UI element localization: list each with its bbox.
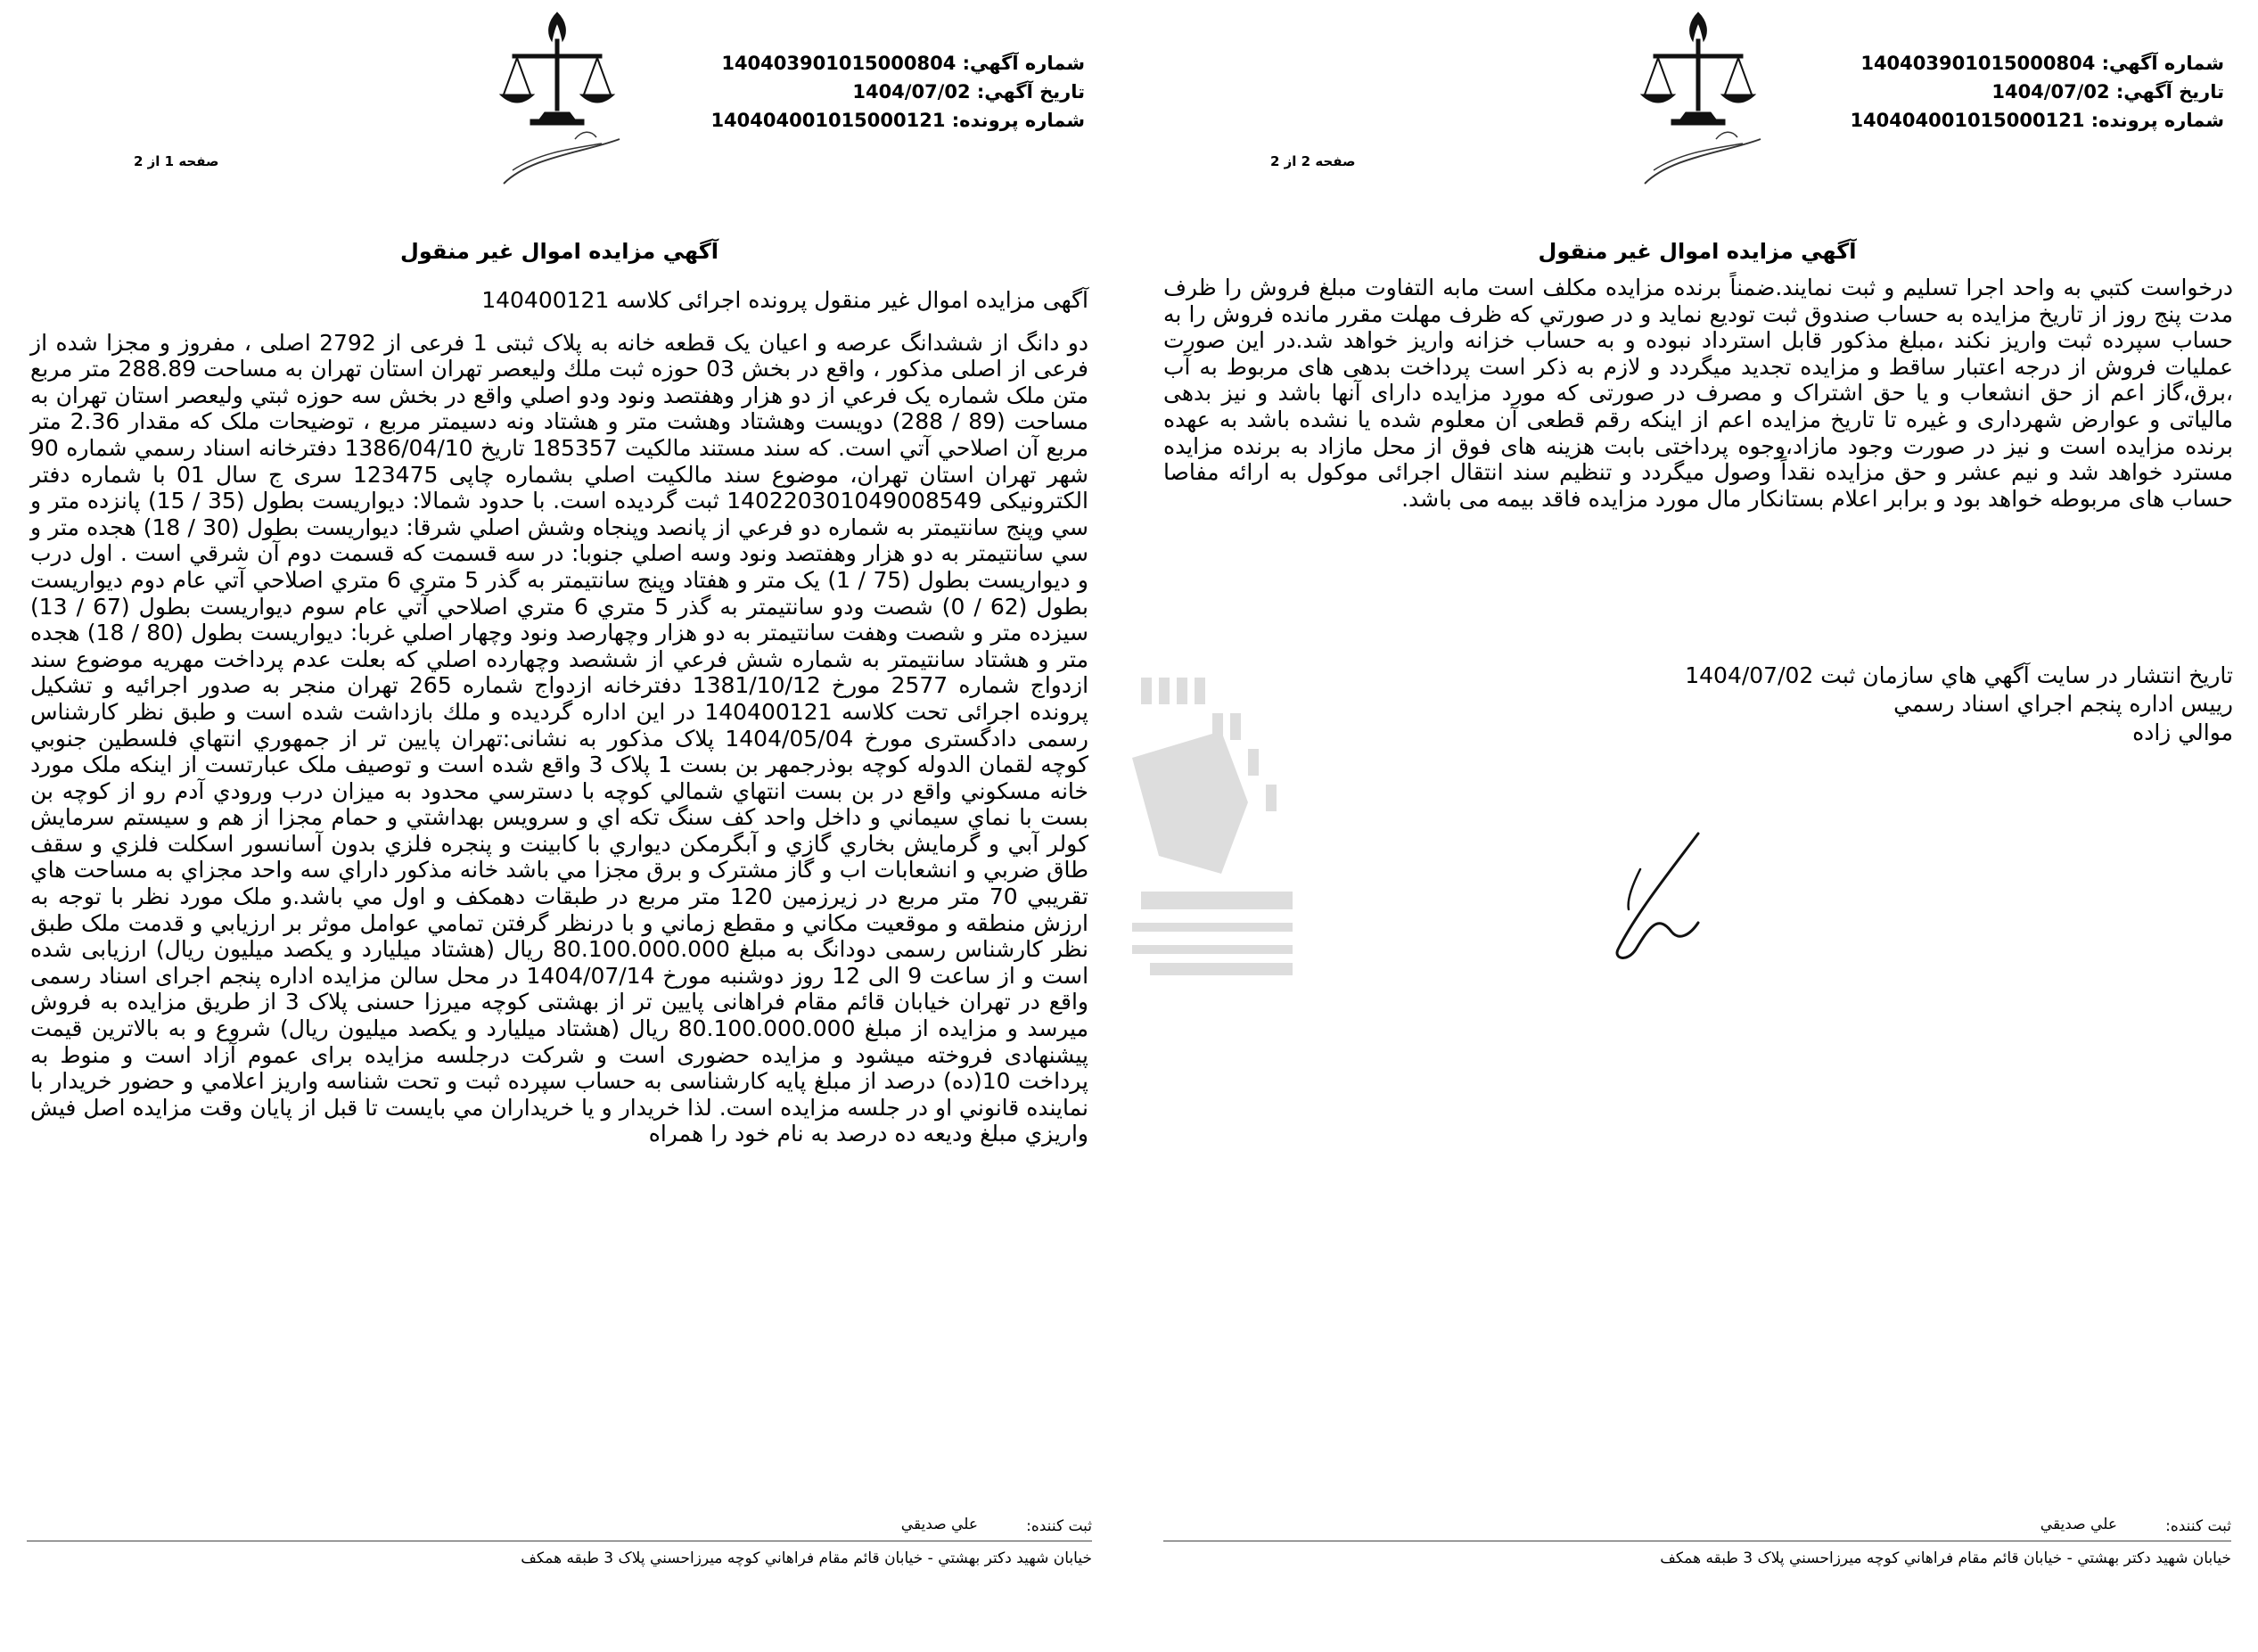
page-header (1137, 0, 2258, 196)
notice-number: 140403901015000804 (721, 53, 957, 74)
case-number: 140404001015000121 (710, 110, 946, 131)
case-number-label: شماره پرونده: (2090, 110, 2224, 131)
judiciary-emblem-icon (477, 5, 637, 193)
office-address: خيابان شهيد دكتر بهشتي - خيابان قائم مقام فراهاني کوچه ميرزاحسني پلاک 3 طبقه همکف (521, 1549, 1092, 1567)
notice-page-1 (0, 0, 1119, 1652)
page-indicator: صفحه 2 از 2 (1270, 153, 1356, 169)
notice-page-2 (1137, 0, 2258, 1652)
notice-title: آگهي مزايده اموال غير منقول (400, 239, 718, 264)
judiciary-emblem-icon (1618, 5, 1778, 193)
case-number: 140404001015000121 (1850, 110, 2085, 131)
registrar-name: علي صديقي (900, 1516, 978, 1533)
notice-meta (1850, 49, 2224, 135)
notice-body-paragraph: دو دانگ از ششدانگ عرصه و اعیان یک قطعه خانه به پلاک ثبتی 1 فرعی از 2792 اصلی ، مفروز و مجزا شده از فرعی از اصلی مذکور ، واقع در بخش 03 حوزه ثبت ملك وليعصر تهران استان تهران به مساحت 288.89 متر مربع متن ملک شماره یک فرعي از دو هزار وهفتصد ونود ودو اصلي واقع در بخش سه حوزه ثبتي وليعصر استان تهران به مساحت (89 / 288) دويست وهشتاد وهشت متر و هشتاد ونه دسيمتر مربع ، توضیحات ملک که مقدار 2.36 متر مربع آن اصلاحي آتي است. که سند مستند مالکیت 185357 تاریخ 1386/04/10 دفترخانه اسناد رسمي شماره 90 شهر تهران استان تهران، موضوع سند مالکیت اصلي بشماره چاپی 123475 سری ج سال 01 با شماره دفتر الکترونیکی 140220301049008549 ثبت گرديده است. با حدود شمالا: ديواريست بطول (35 / 15) پانزده متر و سي وپنج سانتيمتر به شماره دو فرعي از پانصد وپنجاه وشش اصلي شرقا: ديواريست بطول (30 / 18) هجده متر و سي سانتيمتر به دو هزار وهفتصد ونود وسه اصلي جنوبا: در سه قسمت كه قسمت دوم آن شرقي است . اول درب و ديواريست بطول (75 / 1) يک متر و هفتاد وپنج سانتيمتر به گذر 5 متري 6 متري اصلاحي آتي عام دوم ديواريست بطول (62 / 0) شصت ودو سانتيمتر به گذر 5 متري 6 متري اصلاحي آتي عام سوم ديواريست بطول (67 / 13) سيزده متر و شصت وهفت سانتيمتر به دو هزار وچهارصد ونود وچهار اصلي غربا: ديواريست بطول (80 / 18) هجده متر و هشتاد سانتيمتر به شماره شش فرعي از ششصد وچهارده اصلي كه بعلت عدم پرداخت مهريه موضوع سند ازدواج شماره 2577 مورخ 1381/10/12 دفترخانه ازدواج شماره 265 تهران منجر به صدور اجرائيه و تشکیل پرونده اجرائی تحت كلاسه 140400121 در این اداره گرديده و ملك بازداشت شده است و طبق نظر كارشناس رسمی دادگستری مورخ 1404/05/04 پلاک مذکور به نشانی:تهران پايين تر از جمهوري انتهاي فلسطين جنوبي كوچه لقمان الدوله كوچه بوذرجمهر بن بست 1 پلاک 3 واقع شده است و توصيف ملک عبارتست از اينكه ملک مورد خانه مسكوني واقع در بن بست انتهاي شمالي كوچه با دسترسي محدود به ميزان درب ورودي آدم رو از كوچه بن بست با نماي سيماني و داخل واحد كف سنگ تكه اي و سرويس بهداشتي و حمام مجزا از هم و سيستم سرمايش كولر آبي و گرمايش بخاري گازي و آبگرمكن ديواري با كابينت و پنجره فلزي بدون آسانسور اسكلت فلزي و سقف طاق ضربي و انشعابات اب و گاز مشترک و برق مجزا مي باشد خانه مذكور داراي سه واحد مجزاي به مساحت هاي تقريبي 70 متر مربع در زيرزمين 120 متر مربع در طبقات دهمكف و اول مي باشد.و ملک مورد نظر با توجه به ارزش منطقه و موقعیت مكاني و مقطع زماني و با درنظر گرفتن تمامي عوامل موثر بر ارزيابي و قدمت ملک طبق نظر کارشناس رسمی دودانگ به مبلغ 80.100.000.000 ریال (هشتاد میلیارد و یکصد میلیون ریال) ارزیابی شده است و از ساعت 9 الی 12 روز دوشنبه مورخ 1404/07/14 در محل سالن مزایده اداره پنجم اجرای اسناد رسمی واقع در تهران خيابان قائم مقام فراهانی پایین تر از بهشتی کوچه میرزا حسنی پلاک 3 از طریق مزایده به فروش میرسد و مزایده از مبلغ 80.100.000.000 ریال (هشتاد میلیارد و یکصد میلیون ریال) شروع و به بالاترین قیمت پیشنهادی فروخته میشود و مزایده حضوری است و شرکت درجلسه مزایده برای عموم آزاد است و منوط به پرداخت 10(ده) درصد از مبلغ پایه کارشناسی به حساب سپرده ثبت و تحت شناسه واريز اعلامي و حضور خريدار با نماينده قانوني او در جلسه مزايده است. لذا خريدار و يا خريداران مي بايست تا قبل از پايان وقت مزايده اصل فيش واريزي مبلغ وديعه ده درصد به نام خود را همراه (30, 329, 1089, 1147)
notice-title: آگهي مزايده اموال غير منقول (1538, 239, 1857, 264)
signoff-block (1685, 662, 2233, 747)
notice-number-label: شماره آگهي: (2101, 53, 2224, 74)
page-header (0, 0, 1119, 196)
registrar-label: ثبت كننده: (2165, 1517, 2231, 1535)
notice-date: 1404/07/02 (1991, 81, 2110, 103)
notice-number-label: شماره آگهي: (962, 53, 1085, 74)
notice-subtitle: آگهی مزایده اموال غیر منقول پرونده اجرائی کلاسه 140400121 (481, 287, 1088, 313)
registrar-label: ثبت كننده: (1026, 1517, 1092, 1535)
notice-meta (710, 49, 1085, 135)
page-indicator: صفحه 1 از 2 (134, 153, 219, 169)
registrar-name: علي صديقي (2040, 1516, 2117, 1533)
notice-number: 140403901015000804 (1860, 53, 2096, 74)
case-number-label: شماره پرونده: (951, 110, 1085, 131)
publish-date-line: تاريخ انتشار در سايت آگهي هاي سازمان ثبت 1404/07/02 (1685, 662, 2233, 688)
handwritten-signature (1564, 816, 1752, 976)
notice-date-label: تاريخ آگهي: (976, 81, 1085, 103)
officer-title: رييس اداره پنجم اجراي اسناد رسمي (1893, 691, 2233, 717)
officer-name: موالي زاده (2132, 719, 2233, 745)
notice-date: 1404/07/02 (852, 81, 971, 103)
office-address: خيابان شهيد دكتر بهشتي - خيابان قائم مقام فراهاني کوچه ميرزاحسني پلاک 3 طبقه همکف (1660, 1549, 2231, 1567)
notice-body-paragraph: درخواست كتبي به واحد اجرا تسليم و ثبت نمايند.ضمناً برنده مزايده مكلف است مابه التفاوت مبلغ فروش را ظرف مدت پنج روز از تاريخ مزايده به حساب صندوق ثبت توديع نمايد و در صورتي كه ظرف مهلت مقرر مانده فروش را به حساب سپرده ثبت واريز نكند ،مبلغ مذکور قابل استرداد نبوده و به حساب خزانه واريز خواهد شد.در این صورت عملیات فروش از درجه اعتبار ساقط و مزایده تجدید میگردد و لازم به ذکر است پرداخت بدهی های مربوط به آب ،برق،گاز اعم از حق انشعاب و یا حق اشتراک و مصرف در صورتی که مورد مزایده دارای آنها باشد و نیز بدهی مالیاتی و عوارض شهرداری و غیره تا تاریخ مزایده اعم از اینکه رقم قطعی آن معلوم شده یا نشده باشد به عهده برنده مزایده است و نیز در صورت وجود مازاد،وجوه پرداختی بابت هزینه های فوق از محل مازاد به برنده مزایده مسترد خواهد شد و نیم عشر و حق مزایده نقداً وصول میگردد و تنظیم سند انتقال اجرائی موکول به ارائه مفاصا حساب های مربوطه خواهد بود و برابر اعلام بستانکار مال مورد مزایده فاقد بیمه می باشد. (1163, 275, 2233, 512)
notice-date-label: تاريخ آگهي: (2115, 81, 2224, 103)
notice-body (30, 287, 1088, 1147)
